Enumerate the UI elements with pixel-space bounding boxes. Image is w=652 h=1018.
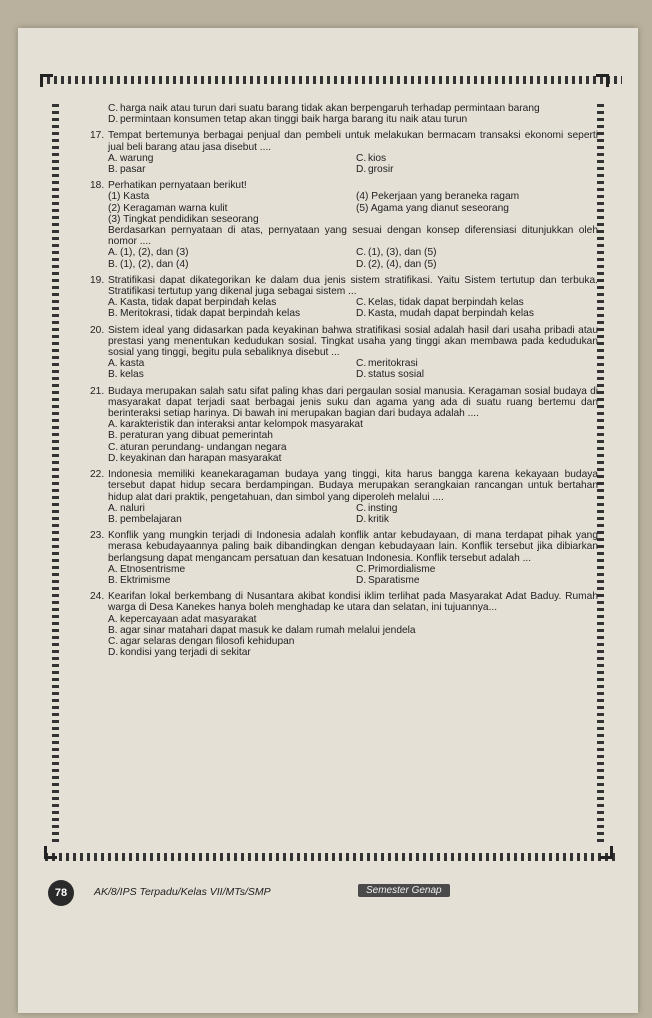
corner-ornament [44, 846, 57, 859]
option-c: C. harga naik atau turun dari suatu barang tidak akan berpengaruh terhadap permintaan barang [108, 103, 540, 114]
question-19: 19. Stratifikasi dapat dikategorikan ke dalam dua jenis sistem stratifikasi. Yaitu Sistem tertutup dan terbuka. Stratifikasi tertutup yang dikenal juga sebagai sistem ... A. Kasta, tidak dapat berpindah kelas C. Kelas, tidak dapat berpindah kelas B. Meritokrasi, tidak dapat berpindah kelas D. Kasta, mudah dapat berpindah kelas [90, 274, 598, 320]
question-20: 20. Sistem ideal yang didasarkan pada keyakinan bahwa stratifikasi sosial adalah hasil dari usaha pribadi atau prestasi yang menentukan kedudukan sosial. Tingkat usaha yang tinggi akan membawa pada kedudukan sosial yang tinggi, begitu pula sebaliknya disebut ... A. kasta C. meritokrasi B. kelas D. status sosial [90, 324, 598, 381]
corner-ornament [600, 846, 613, 859]
question-24: 24. Kearifan lokal berkembang di Nusantara akibat kondisi iklim terlihat pada Masyarakat Adat Baduy. Rumah warga di Desa Kanekes hanya boleh menghadap ke utara dan selatan, ini tujuannya... A. kepercayaan adat masyarakat B. agar sinar matahari dapat masuk ke dalam rumah melalui jendela C. agar selaras dengan filosofi kehidupan D. kondisi yang terjadi di sekitar [90, 591, 598, 659]
question-21: 21. Budaya merupakan salah satu sifat paling khas dari pergaulan sosial manusia. Keragaman sosial budaya di masyarakat dapat terjadi saat berbagai jenis suku dan agama yang ada di suatu ruang bertemu dan berinteraksi setiap harinya. Di bawah ini merupakan bagian dari budaya adalah .... A. karakteristik dan interaksi antar kelompok masyarakat B. peraturan yang dibuat pemerintah C. aturan perundang- undangan negara D. keyakinan dan harapan masyarakat [90, 385, 598, 464]
page-number: 78 [48, 880, 74, 906]
corner-ornament [40, 74, 53, 87]
semester-label: Semester Genap [358, 884, 450, 897]
decorative-border-left [52, 100, 59, 842]
decorative-border-bottom [45, 853, 615, 861]
page-footer [48, 880, 608, 906]
question-18: 18. Perhatikan pernyataan berikut! (1) Kasta (4) Pekerjaan yang beraneka ragam (2) Keragaman warna kulit (5) Agama yang dianut seseorang (3) Tingkat pendidikan seseorang Berdasarkan pernyataan di atas, pernyataan yang sesuai dengan konsep diferensiasi ditunjukkan oleh nomor .... A. (1), (2), dan (3) C. (1), (3), dan (5) B. (1), (2), dan (4) D. (2), (4), dan (5) [90, 180, 598, 270]
question-17: 17. Tempat bertemunya berbagai penjual dan pembeli untuk melakukan bermacam transaksi ekonomi seperti jual beli barang atau jasa disebut .... A. warung C. kios B. pasar D. grosir [90, 130, 598, 176]
question-23: 23. Konflik yang mungkin terjadi di Indonesia adalah konflik antar kebudayaan, di mana terdapat pihak yang merasa kebudayaannya paling baik dibandingkan dengan kebudayaan lain. Konflik tersebut jika dibiarkan berlangsung dapat mengancam persatuan dan kesatuan Indonesia. Konflik tersebut adalah ... A. Etnosentrisme C. Primordialisme B. Ektrimisme D. Sparatisme [90, 530, 598, 586]
question-content [90, 103, 598, 658]
decorative-border-right [597, 100, 604, 842]
question-22: 22. Indonesia memiliki keanekaragaman budaya yang tinggi, kita harus bangga karena kekayaan budaya tersebut dapat hidup secara berdampingan. Budaya merupakan serangkaian rancangan untuk bertahan hidup alat dari praktik, pengetahuan, dan simbol yang diperoleh melalui .... A. naluri C. insting B. pembelajaran D. kritik [90, 469, 598, 525]
decorative-border-top [40, 76, 622, 84]
corner-ornament [596, 74, 609, 87]
option-d: D. permintaan konsumen tetap akan tinggi baik harga barang itu naik atau turun [108, 114, 468, 126]
book-code: AK/8/IPS Terpadu/Kelas VII/MTs/SMP [94, 886, 271, 898]
